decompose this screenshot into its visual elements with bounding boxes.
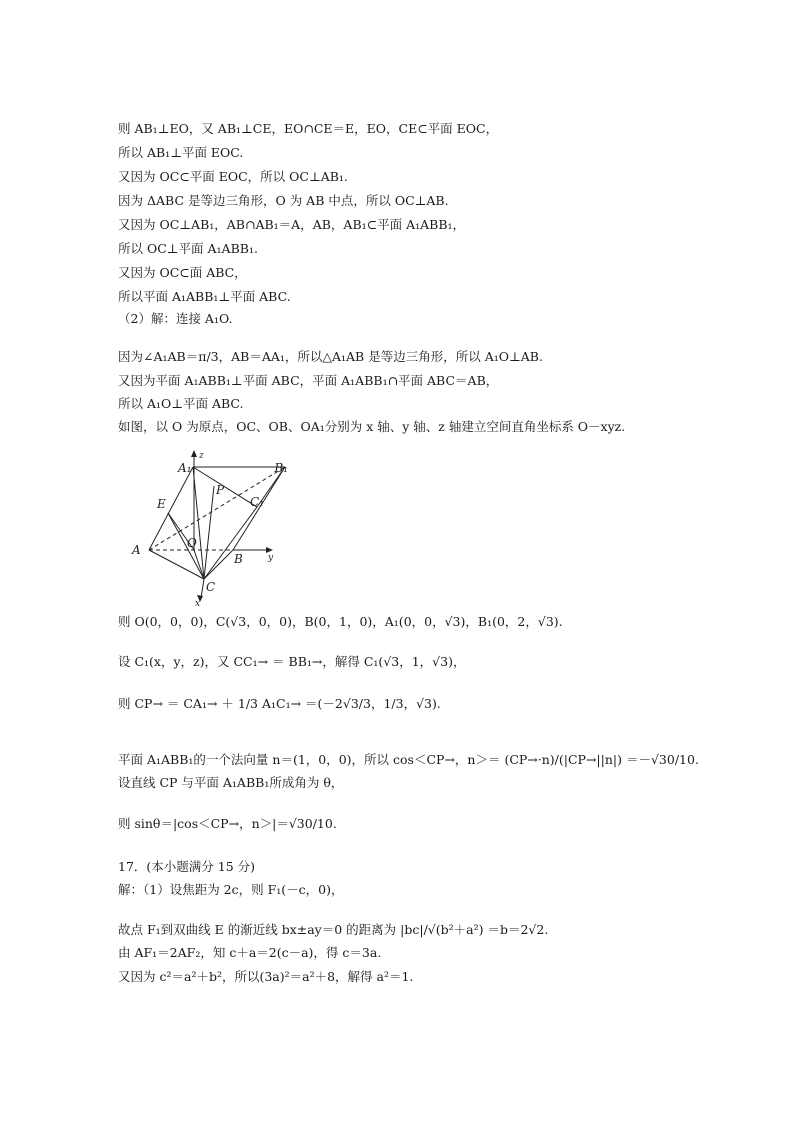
line-1: 则 AB₁⊥EO，又 AB₁⊥CE，EO∩CE＝E，EO，CE⊂平面 EOC， — [118, 121, 499, 136]
label-A1: A₁ — [178, 461, 192, 475]
line-15: 设 C₁(x，y，z)，又 CC₁→ ＝ BB₁→，解得 C₁(√3，1，√3)， — [118, 654, 466, 669]
label-B1: B₁ — [274, 461, 288, 475]
line-6: 所以 OC⊥平面 A₁ABB₁. — [118, 241, 258, 256]
edge-C-B — [204, 550, 233, 579]
label-P: P — [216, 483, 225, 497]
line-21: 解：（1）设焦距为 2c，则 F₁(－c，0)， — [118, 882, 344, 897]
label-y: y — [268, 553, 274, 563]
label-O: O — [187, 536, 197, 550]
x-axis — [201, 579, 204, 598]
line-9: （2）解：连接 A₁O. — [118, 311, 233, 326]
geometry-figure — [118, 448, 288, 608]
line-2: 所以 AB₁⊥平面 EOC. — [118, 145, 244, 160]
line-12: 所以 A₁O⊥平面 ABC. — [118, 396, 244, 411]
line-22: 故点 F₁到双曲线 E 的渐近线 bx±ay＝0 的距离为 |bc|/√(b²＋a²) ＝b＝2√2. — [118, 922, 549, 937]
edge-A1-C1 — [193, 467, 257, 507]
label-B: B — [234, 552, 243, 566]
line-20: 17．(本小题满分 15 分) — [118, 859, 256, 874]
line-17: 平面 A₁ABB₁的一个法向量 n＝(1，0，0)，所以 cos＜CP→，n＞＝ (CP→·n)/(|CP→||n|) ＝－√30/10. — [118, 752, 699, 767]
line-7: 又因为 OC⊂面 ABC， — [118, 265, 247, 280]
line-14: 则 O(0，0，0)，C(√3，0，0)，B(0，1，0)，A₁(0，0，√3)，B₁(0，2，√3). — [118, 614, 563, 629]
label-z: z — [199, 451, 204, 461]
edge-C-C1 — [204, 507, 257, 579]
line-3: 又因为 OC⊂平面 EOC，所以 OC⊥AB₁. — [118, 169, 348, 184]
line-24: 又因为 c²＝a²＋b²，所以(3a)²＝a²＋8，解得 a²＝1. — [118, 969, 414, 984]
line-19: 则 sinθ＝|cos＜CP→，n＞|＝√30/10. — [118, 816, 337, 831]
line-11: 又因为平面 A₁ABB₁⊥平面 ABC，平面 A₁ABB₁∩平面 ABC＝AB， — [118, 373, 499, 388]
label-C1: C₁ — [250, 495, 264, 509]
label-A: A — [132, 543, 141, 557]
segment-A-B1 — [149, 467, 285, 550]
label-E: E — [157, 497, 166, 511]
z-axis-arrow — [191, 450, 197, 457]
segment-C-P — [204, 486, 214, 579]
line-4: 因为 ΔABC 是等边三角形，O 为 AB 中点，所以 OC⊥AB. — [118, 193, 449, 208]
line-23: 由 AF₁＝2AF₂，知 c＋a＝2(c－a)，得 c＝3a. — [118, 945, 382, 960]
line-8: 所以平面 A₁ABB₁⊥平面 ABC. — [118, 289, 291, 304]
label-x: x — [195, 599, 201, 608]
line-5: 又因为 OC⊥AB₁，AB∩AB₁＝A，AB，AB₁⊂平面 A₁ABB₁， — [118, 217, 466, 232]
label-C: C — [206, 580, 216, 594]
line-13: 如图，以 O 为原点，OC、OB、OA₁分别为 x 轴、y 轴、z 轴建立空间直角坐标系 O－xyz. — [118, 419, 626, 434]
line-16: 则 CP→ ＝ CA₁→ ＋ 1/3 A₁C₁→ ＝(－2√3/3，1/3，√3). — [118, 696, 441, 711]
line-18: 设直线 CP 与平面 A₁ABB₁所成角为 θ， — [118, 775, 344, 790]
line-10: 因为∠A₁AB＝π/3，AB＝AA₁，所以△A₁AB 是等边三角形，所以 A₁O⊥AB. — [118, 349, 543, 364]
